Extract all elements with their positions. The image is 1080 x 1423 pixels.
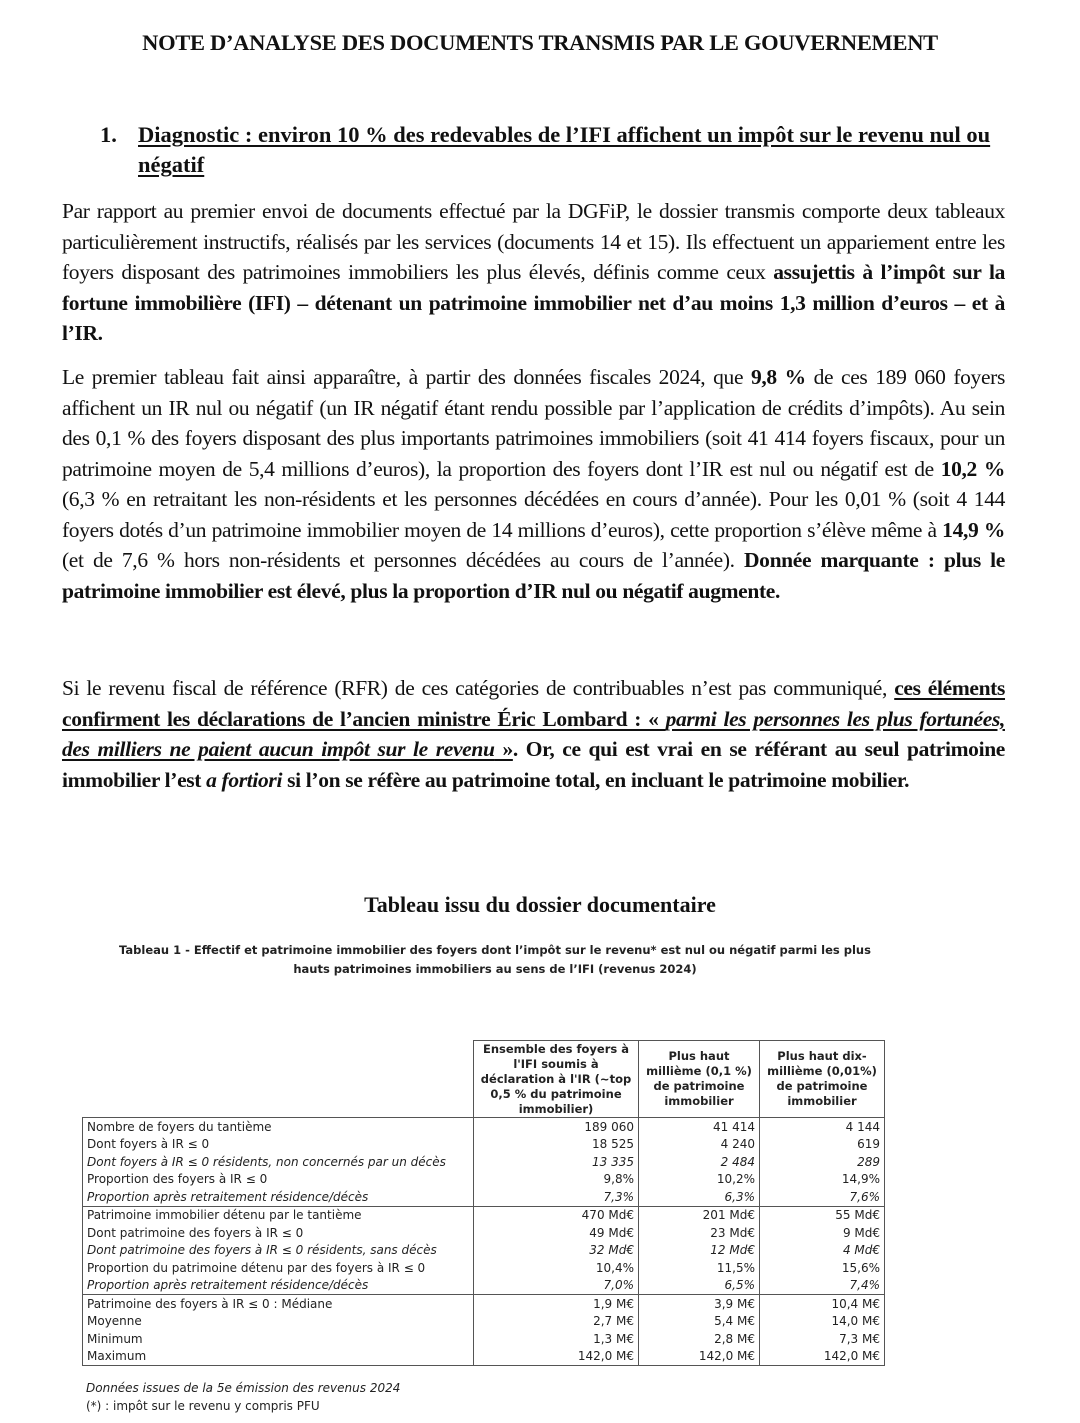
cell: 7,6% <box>760 1188 885 1206</box>
paragraph-2-bold-1: 9,8 % <box>750 365 806 389</box>
table-heading: Tableau issu du dossier documentaire <box>364 892 716 917</box>
row-label: Moyenne <box>83 1313 474 1331</box>
table-row <box>83 1224 885 1242</box>
cell: 2,7 M€ <box>474 1313 639 1331</box>
section-heading <box>100 120 1020 180</box>
paragraph-2-bold-3: 14,9 % <box>942 517 1005 542</box>
cell: 289 <box>760 1153 885 1171</box>
table-caption: Tableau 1 - Effectif et patrimoine immobilier des foyers dont l’impôt sur le revenu* est nul ou négatif parmi les plus hauts patrimoines immobiliers au sens de l’IFI (revenus 2024) <box>119 943 871 976</box>
cell: 7,3 M€ <box>760 1330 885 1348</box>
table-row <box>83 1153 885 1171</box>
table-row <box>83 1171 885 1189</box>
column-header-top-millieme: Plus haut millième (0,1 %) de patrimoine immobilier <box>639 1041 760 1118</box>
table-header-blank <box>83 1041 474 1118</box>
table-row <box>83 1136 885 1154</box>
cell: 470 Md€ <box>474 1206 639 1224</box>
cell: 49 Md€ <box>474 1224 639 1242</box>
table-row <box>83 1259 885 1277</box>
paragraph-1 <box>62 196 1005 349</box>
quote-close: » <box>494 737 513 761</box>
column-header-all-ifi: Ensemble des foyers à l'IFI soumis à déclaration à l'IR (~top 0,5 % du patrimoine immobilier) <box>474 1041 639 1118</box>
document-title: NOTE D’ANALYSE DES DOCUMENTS TRANSMIS PAR LE GOUVERNEMENT <box>142 30 938 55</box>
row-label: Patrimoine immobilier détenu par le tantième <box>83 1206 474 1224</box>
cell: 2 484 <box>639 1153 760 1171</box>
paragraph-1-text: Par rapport au premier envoi de documents effectué par la DGFiP, le dossier transmis comporte deux tableaux particulièrement instructifs, réalisés par les services (documents 14 et 15). Ils effectuent un appariement entre les foyers disposant des patrimoines immobiliers les plus élevés, définis comme ceux <box>62 199 1005 284</box>
paragraph-3-bold-2: si l’on se réfère au patrimoine total, en incluant le patrimoine mobilier. <box>282 767 910 792</box>
cell: 4 144 <box>760 1118 885 1136</box>
cell: 6,5% <box>639 1277 760 1295</box>
table-row <box>83 1330 885 1348</box>
paragraph-1-bold: assujettis à l’impôt sur la fortune immobilière (IFI) – détenant un patrimoine immobilier net d’au moins 1,3 million d’euros – et à l’IR. <box>62 260 1005 345</box>
section-heading-text: Diagnostic : environ 10 % des redevables de l’IFI affichent un impôt sur le revenu nul ou négatif <box>138 122 991 177</box>
cell: 3,9 M€ <box>639 1295 760 1313</box>
cell: 7,4% <box>760 1277 885 1295</box>
cell: 15,6% <box>760 1259 885 1277</box>
row-label: Nombre de foyers du tantième <box>83 1118 474 1136</box>
cell: 7,3% <box>474 1188 639 1206</box>
section-number: 1. <box>100 122 117 147</box>
row-label: Proportion des foyers à IR ≤ 0 <box>83 1171 474 1189</box>
cell: 5,4 M€ <box>639 1313 760 1331</box>
cell: 14,9% <box>760 1171 885 1189</box>
cell: 23 Md€ <box>639 1224 760 1242</box>
row-label: Maximum <box>83 1348 474 1366</box>
cell: 18 525 <box>474 1136 639 1154</box>
cell: 4 240 <box>639 1136 760 1154</box>
cell: 7,0% <box>474 1277 639 1295</box>
cell: 14,0 M€ <box>760 1313 885 1331</box>
row-label: Minimum <box>83 1330 474 1348</box>
paragraph-2-bold-2: 10,2 % <box>940 456 1005 481</box>
paragraph-3 <box>62 673 1005 795</box>
cell: 2,8 M€ <box>639 1330 760 1348</box>
cell: 11,5% <box>639 1259 760 1277</box>
quote-text: parmi les personnes les plus fortunées, des milliers ne paient aucun impôt sur le revenu <box>62 706 1005 761</box>
table-asterisk-note: (*) : impôt sur le revenu y compris PFU <box>86 1399 320 1413</box>
table-header-row <box>83 1041 885 1118</box>
row-label: Patrimoine des foyers à IR ≤ 0 : Médiane <box>83 1295 474 1313</box>
table-row <box>83 1277 885 1295</box>
table-row <box>83 1188 885 1206</box>
paragraph-3-bold-1: . Or, ce qui est vrai en se référant au seul patrimoine immobilier l’est <box>62 737 1005 792</box>
table-row <box>83 1118 885 1136</box>
paragraph-2-text-3: (6,3 % en retraitant les non-résidents et les personnes décédées en cours d’année). Pour les 0,01 % (soit 4 144 foyers dotés d’un patrimoine immobilier moyen de 14 millions d’euros), cette proportion s’élève même à <box>62 487 1005 542</box>
paragraph-2-text-4: (et de 7,6 % hors non-résidents et personnes décédées au cours de l’année). <box>62 548 744 572</box>
cell: 6,3% <box>639 1188 760 1206</box>
table-source-note: Données issues de la 5e émission des revenus 2024 <box>86 1381 401 1395</box>
cell: 142,0 M€ <box>639 1348 760 1366</box>
paragraph-3-bold-italic: a fortiori <box>206 767 283 792</box>
data-table <box>82 1040 885 1366</box>
cell: 189 060 <box>474 1118 639 1136</box>
paragraph-2 <box>62 362 1005 606</box>
paragraph-2-bold-4: Donnée marquante : plus le patrimoine immobilier est élevé, plus la proportion d’IR nul ou négatif augmente. <box>62 548 1005 603</box>
cell: 1,9 M€ <box>474 1295 639 1313</box>
row-label: Dont foyers à IR ≤ 0 <box>83 1136 474 1154</box>
row-label: Dont patrimoine des foyers à IR ≤ 0 résidents, sans décès <box>83 1242 474 1260</box>
row-label: Dont patrimoine des foyers à IR ≤ 0 <box>83 1224 474 1242</box>
cell: 201 Md€ <box>639 1206 760 1224</box>
cell: 10,4 M€ <box>760 1295 885 1313</box>
cell: 10,2% <box>639 1171 760 1189</box>
cell: 9 Md€ <box>760 1224 885 1242</box>
table-row <box>83 1206 885 1224</box>
cell: 32 Md€ <box>474 1242 639 1260</box>
table-row <box>83 1313 885 1331</box>
cell: 619 <box>760 1136 885 1154</box>
cell: 9,8% <box>474 1171 639 1189</box>
paragraph-2-text-1: Le premier tableau fait ainsi apparaître, à partir des données fiscales 2024, que <box>62 365 751 389</box>
row-label: Proportion après retraitement résidence/décès <box>83 1188 474 1206</box>
table-row <box>83 1295 885 1313</box>
cell: 10,4% <box>474 1259 639 1277</box>
cell: 142,0 M€ <box>474 1348 639 1366</box>
column-header-top-dix-millieme: Plus haut dix-millième (0,01%) de patrimoine immobilier <box>760 1041 885 1118</box>
table-row <box>83 1242 885 1260</box>
row-label: Proportion après retraitement résidence/décès <box>83 1277 474 1295</box>
cell: 41 414 <box>639 1118 760 1136</box>
cell: 142,0 M€ <box>760 1348 885 1366</box>
cell: 4 Md€ <box>760 1242 885 1260</box>
cell: 55 Md€ <box>760 1206 885 1224</box>
row-label: Dont foyers à IR ≤ 0 résidents, non concernés par un décès <box>83 1153 474 1171</box>
paragraph-2-text-2: de ces 189 060 foyers affichent un IR nul ou négatif (un IR négatif étant rendu possible par l’application de crédits d’impôts). Au sein des 0,1 % des foyers disposant des plus importants patrimoines immobiliers (soit 41 414 foyers fiscaux, pour un patrimoine moyen de 5,4 millions d’euros), la proportion des foyers dont l’IR est nul ou négatif est de <box>62 365 1005 481</box>
quote-intro-text: ces éléments confirment les déclarations de l’ancien ministre Éric Lombard : « <box>62 676 1006 731</box>
cell: 12 Md€ <box>639 1242 760 1260</box>
paragraph-3-text-1: Si le revenu fiscal de référence (RFR) de ces catégories de contribuables n’est pas communiqué, <box>62 676 895 700</box>
row-label: Proportion du patrimoine détenu par des foyers à IR ≤ 0 <box>83 1259 474 1277</box>
cell: 1,3 M€ <box>474 1330 639 1348</box>
cell: 13 335 <box>474 1153 639 1171</box>
table-row <box>83 1348 885 1366</box>
